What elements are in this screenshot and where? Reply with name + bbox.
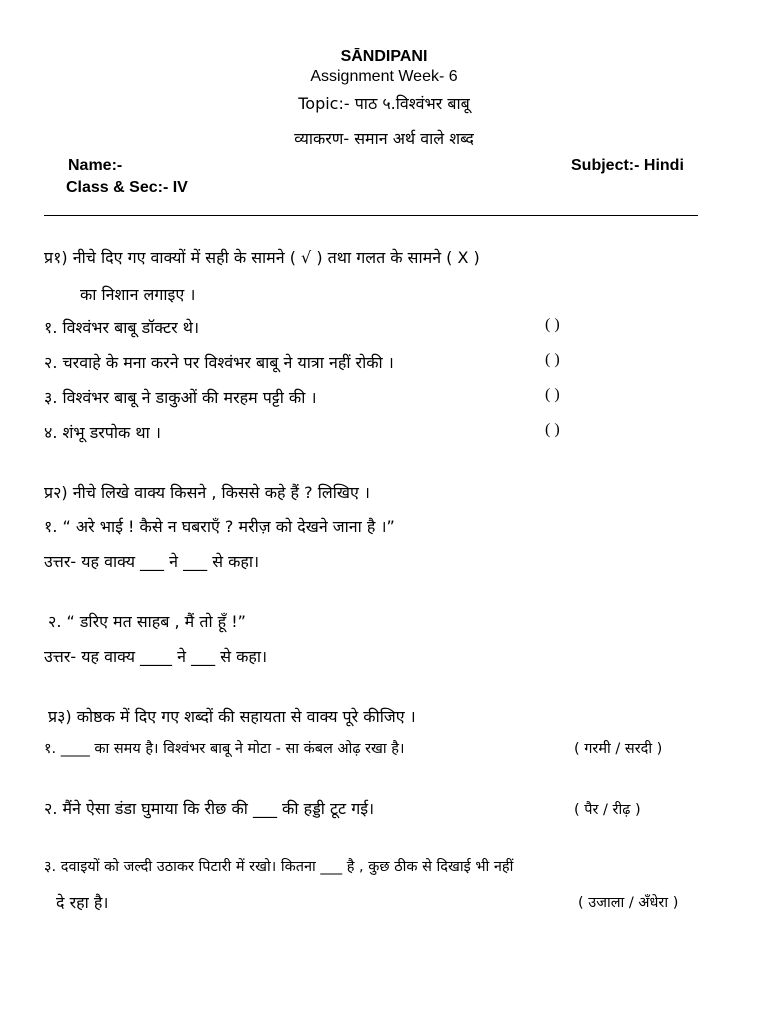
q2-answer-2: उत्तर- यह वाक्य ____ ने ___ से कहा। (44, 647, 268, 666)
q2-sentence-1: १. “ अरे भाई ! कैसे न घबराएँ ? मरीज़ को देखने जाना है ।” (44, 517, 395, 536)
q1-instruction-line2: का निशान लगाइए । (80, 285, 196, 304)
q3-item-1: १. ____ का समय है। विश्वंभर बाबू ने मोटा - सा कंबल ओढ़ रखा है। (44, 741, 405, 757)
topic-line: Topic:- पाठ ५.विश्वंभर बाबू (298, 94, 470, 113)
school-title: SĀNDIPANI (340, 48, 428, 65)
grammar-subtitle: व्याकरण- समान अर्थ वाले शब्द (294, 129, 474, 148)
q2-answer-1: उत्तर- यह वाक्य ___ ने ___ से कहा। (44, 552, 260, 571)
q1-item-3: ३. विश्वंभर बाबू ने डाकुओं की मरहम पट्टी की । (44, 388, 317, 407)
q3-item-3-line1: ३. दवाइयों को जल्दी उठाकर पिटारी में रखो। कितना ___ है , कुछ ठीक से दिखाई भी नहीं (44, 859, 514, 875)
header-divider (44, 215, 698, 216)
subject-label: Subject:- Hindi (571, 157, 684, 174)
q1-item-1: १. विश्वंभर बाबू डॉक्टर थे। (44, 318, 200, 337)
q3-options-2: ( पैर / रीढ़ ) (574, 802, 641, 818)
q1-item-4: ४. शंभू डरपोक था । (44, 423, 161, 442)
q1-answer-box-3: ( ) (545, 386, 560, 403)
assignment-week: Assignment Week- 6 (310, 68, 458, 85)
q3-item-2: २. मैंने ऐसा डंडा घुमाया कि रीछ की ___ की हड्डी टूट गई। (44, 799, 375, 818)
q1-answer-box-4: ( ) (545, 421, 560, 438)
q3-options-3: ( उजाला / अँधेरा ) (578, 895, 679, 911)
q3-options-1: ( गरमी / सरदी ) (574, 741, 663, 757)
q2-instruction: प्र२) नीचे लिखे वाक्य किसने , किससे कहे हैं ? लिखिए । (44, 483, 370, 502)
q1-item-2: २. चरवाहे के मना करने पर विश्वंभर बाबू ने यात्रा नहीं रोकी । (44, 353, 394, 372)
q1-answer-box-1: ( ) (545, 316, 560, 333)
q3-item-3-line2: दे रहा है। (56, 893, 109, 912)
class-section-label: Class & Sec:- IV (66, 179, 188, 196)
q2-sentence-2: २. “ डरिए मत साहब , मैं तो हूँ !” (48, 612, 246, 631)
q3-instruction: प्र३) कोष्ठक में दिए गए शब्दों की सहायता से वाक्य पूरे कीजिए । (48, 707, 416, 726)
name-label: Name:- (68, 157, 123, 174)
q1-answer-box-2: ( ) (545, 351, 560, 368)
q1-instruction-line1: प्र१) नीचे दिए गए वाक्यों में सही के सामने ( √ ) तथा गलत के सामने ( X ) (44, 248, 480, 267)
